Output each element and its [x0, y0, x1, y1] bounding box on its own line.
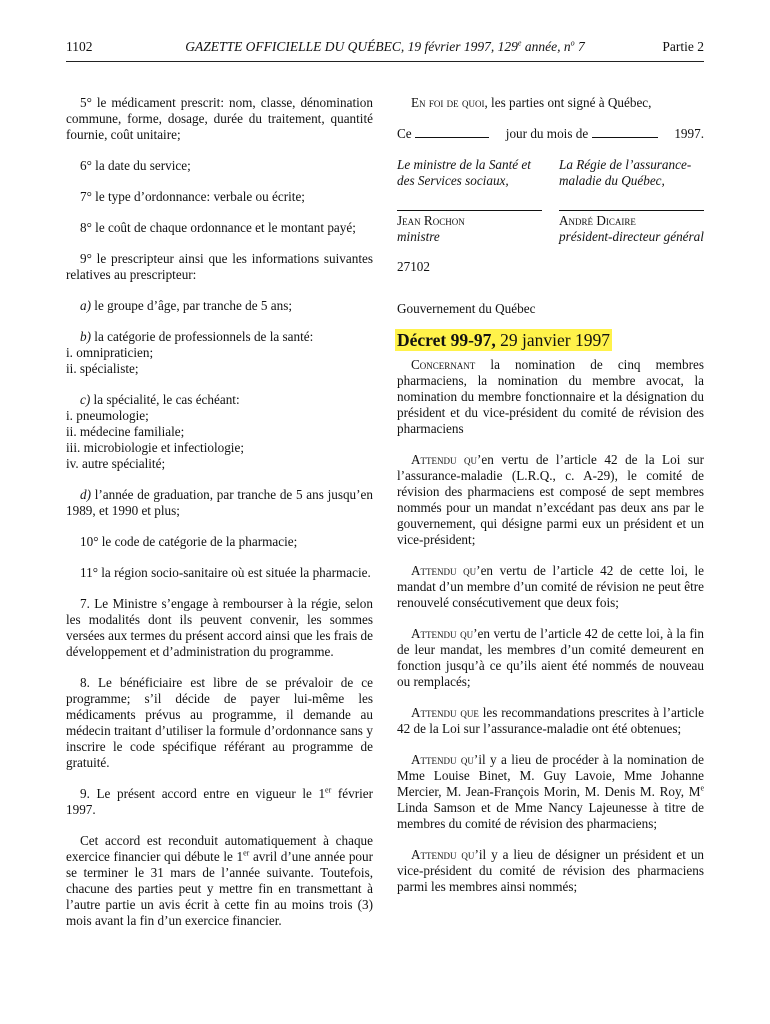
item-9b: b) la catégorie de professionnels de la santé:	[80, 329, 314, 344]
gouvernement-label: Gouvernement du Québec	[397, 301, 536, 316]
blank-month	[592, 126, 658, 138]
attendu-1: Attendu qu’en vertu de l’article 42 de la Loi sur l’assurance-maladie (L.R.Q., c. A-29), le comité de révision des pharmaciens est composé de sept membres nommés pour un mandat n’excédant pas deux ans par le gouvernement, qui désigne parmi eux un président et un vice-président;	[397, 452, 704, 547]
signature-titles	[397, 157, 704, 189]
item-9c-iv: iv. autre spécialité;	[66, 456, 166, 471]
item-5: 5° le médicament prescrit: nom, classe, dénomination commune, forme, dosage, durée du traitement, quantité fournie, coût unitaire;	[66, 95, 373, 142]
blank-day	[415, 126, 489, 138]
attendu-2: Attendu qu’en vertu de l’article 42 de cette loi, le mandat d’un membre d’un comité de révision ne peut être renouvelé consécutivement que deux fois;	[397, 563, 705, 610]
attendu-5: Attendu qu’il y a lieu de procéder à la nomination de Mme Louise Binet, M. Guy Lavoie, Mme Johanne Mercier, M. Jean-François Morin, M. Denis M. Roy, Me Linda Samson et de Mme Nancy Lajeunesse à titre de membres du comité de révision des pharmaciens;	[397, 752, 704, 831]
item-9c-i: i. pneumologie;	[66, 408, 149, 423]
attendu-4: Attendu que les recommandations prescrites à l’article 42 de la Loi sur l’assurance-maladie ont été obtenues;	[397, 705, 705, 736]
item-9c-ii: ii. médecine familiale;	[66, 424, 185, 439]
attendu-6: Attendu qu’il y a lieu de désigner un président et un vice-président du comité de révision des pharmaciens parmi les membres ainsi nommés;	[397, 847, 705, 894]
right-column	[397, 95, 704, 895]
concernant-paragraph: Concernant la nomination de cinq membres pharmaciens, la nomination du membre avocat, la nomination du membre fonctionnaire et la désignation du président et du vice-président du comité de révision des pharmaciens	[397, 357, 704, 436]
regie-role: président-directeur général	[559, 229, 704, 244]
gazette-title: GAZETTE OFFICIELLE DU QUÉBEC, 19 février 1997, 129e année, $n^o$ 7	[185, 38, 585, 54]
left-column	[66, 95, 373, 929]
part-label: Partie 2	[662, 39, 704, 54]
regie-signature-line	[559, 200, 704, 211]
date-line: Ce jour du mois de 1997.	[397, 126, 704, 141]
section-8: 8. Le bénéficiaire est libre de se prévaloir de ce programme; s’il décide de payer lui-même les médicaments prévus au programme, il demande au médecin traitant d’utiliser la formule d’ordonnance sans y inscrire le code spécifique référant au programme de gratuité.	[66, 675, 373, 770]
decret-highlight: Décret 99-97, 29 janvier 1997	[397, 330, 611, 350]
item-11: 11° la région socio-sanitaire où est située la pharmacie.	[80, 565, 371, 580]
item-9a: a) le groupe d’âge, par tranche de 5 ans;	[80, 298, 293, 313]
page-number: 1102	[66, 39, 93, 54]
item-9c: c) la spécialité, le cas échéant:	[80, 392, 240, 407]
signature-intro: En foi de quoi, les parties ont signé à Québec,	[411, 95, 652, 110]
regie-title: La Régie de l’assurance-maladie du Québec,	[559, 157, 692, 188]
signature-lines	[397, 200, 704, 211]
item-9b-ii: ii. spécialiste;	[66, 361, 139, 376]
minister-role: ministre	[397, 229, 440, 244]
item-6: 6° la date du service;	[80, 158, 191, 173]
section-9: 9. Le présent accord entre en vigueur le 1er février 1997.	[66, 785, 374, 817]
attendu-3: Attendu qu’en vertu de l’article 42 de cette loi, à la fin de leur mandat, les membres d’un comité demeurent en fonction jusqu’à ce qu’ils aient été nommés de nouveau ou remplacés;	[397, 626, 705, 689]
item-9c-iii: iii. microbiologie et infectiologie;	[66, 440, 244, 455]
item-9: 9° le prescripteur ainsi que les informations suivantes relatives au prescripteur:	[66, 251, 373, 282]
item-8: 8° le coût de chaque ordonnance et le montant payé;	[80, 220, 356, 235]
running-header	[66, 39, 704, 59]
item-10: 10° le code de catégorie de la pharmacie;	[80, 534, 298, 549]
header-rule	[66, 61, 704, 62]
minister-name: Jean Rochon	[397, 213, 465, 228]
renewal-paragraph: Cet accord est reconduit automatiquement à chaque exercice financier qui débute le 1er avril d’une année pour se terminer le 31 mars de l’année suivante. Toutefois, chacune des parties peut y mettre fin en transmettant à l’autre partie un avis écrit à cette fin au moins trois (3) mois avant la fin d’un exercice financier.	[66, 833, 373, 928]
minister-signature-line	[397, 200, 542, 211]
reference-number: 27102	[397, 259, 430, 274]
section-7: 7. Le Ministre s’engage à rembourser à la régie, selon les modalités dont ils peuvent convenir, les sommes versées aux termes du présent accord ainsi que les frais de développement et d’administration du programme.	[66, 596, 373, 659]
item-9b-i: i. omnipraticien;	[66, 345, 154, 360]
decret-heading	[397, 329, 704, 351]
regie-name: André Dicaire	[559, 213, 636, 228]
signature-names	[397, 213, 704, 245]
minister-title: Le ministre de la Santé et des Services sociaux,	[397, 157, 531, 188]
item-7: 7° le type d’ordonnance: verbale ou écrite;	[80, 189, 305, 204]
item-9d: d) l’année de graduation, par tranche de 5 ans jusqu’en 1989, et 1990 et plus;	[66, 487, 373, 518]
